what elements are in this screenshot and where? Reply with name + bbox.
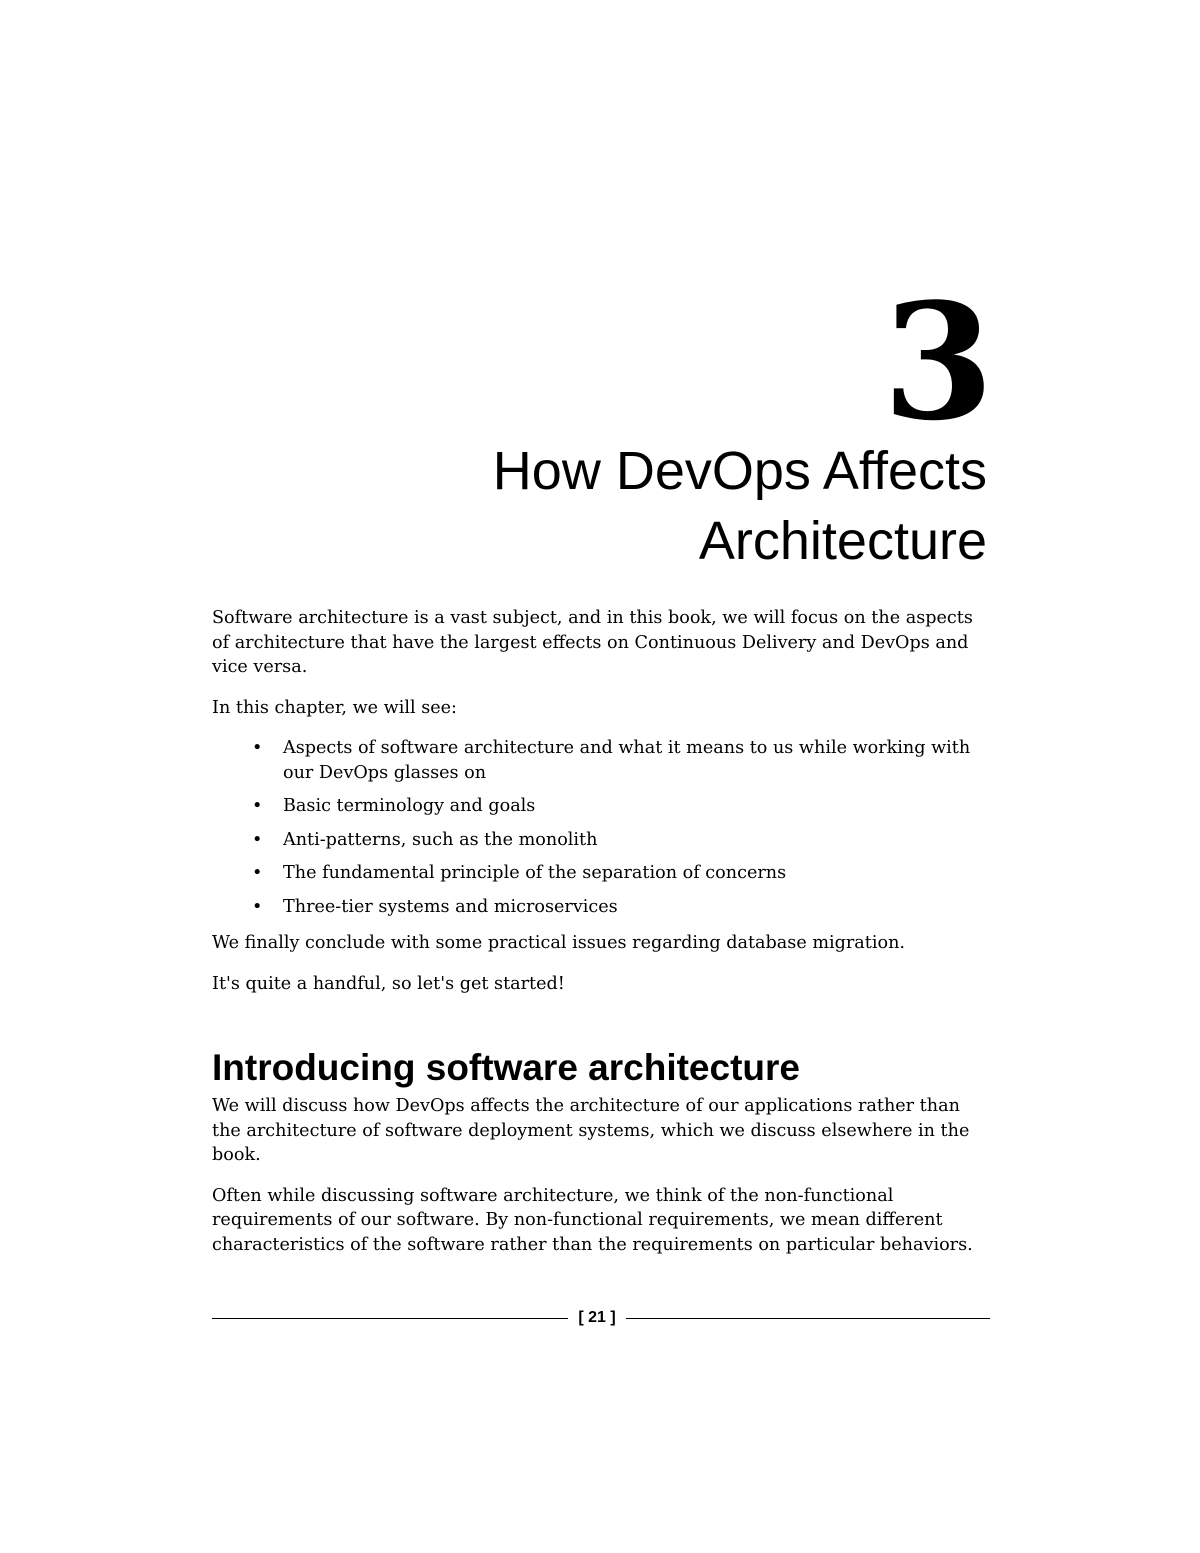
intro-paragraph: In this chapter, we will see: (212, 697, 457, 718)
chapter-title-line-1: How DevOps Affects (492, 441, 987, 501)
list-item-text: Anti-patterns, such as the monolith (283, 829, 598, 850)
page-footer (212, 1305, 990, 1331)
chapter-topics-list (212, 736, 992, 919)
list-item-text: Aspects of software architecture and what it means to us while working with our DevOps glasses on (283, 738, 971, 783)
intro-paragraph: Software architecture is a vast subject, and in this book, we will focus on the aspects of architecture that have the largest effects on Continuous Delivery and DevOps and vice versa. (212, 608, 973, 677)
bullet-icon: • (252, 796, 263, 816)
section-body (212, 1094, 992, 1273)
bullet-icon: • (252, 896, 263, 917)
footer-rule-right (626, 1318, 990, 1319)
chapter-title (287, 436, 987, 576)
list-item (212, 736, 992, 785)
list-item-text: Basic terminology and goals (283, 796, 536, 816)
section-paragraph: We will discuss how DevOps affects the architecture of our applications rather than the architecture of software deployment systems, which we discuss elsewhere in the book. (212, 1096, 970, 1165)
page-number: [ 21 ] (578, 1309, 616, 1326)
list-item (212, 794, 992, 819)
section-heading: Introducing software architecture (212, 1047, 800, 1088)
list-item (212, 828, 992, 853)
list-item-text: The fundamental principle of the separation of concerns (283, 863, 787, 883)
chapter-intro (212, 606, 992, 1012)
intro-paragraph: We finally conclude with some practical issues regarding database migration. (212, 933, 906, 953)
intro-paragraph: It's quite a handful, so let's get started! (212, 973, 565, 994)
list-item-text: Three-tier systems and microservices (283, 896, 618, 917)
list-item (212, 861, 992, 886)
list-item (212, 895, 992, 920)
bullet-icon: • (252, 863, 263, 883)
chapter-number: 3 (882, 268, 990, 456)
bullet-icon: • (252, 829, 263, 850)
chapter-title-line-2: Architecture (698, 511, 987, 571)
bullet-icon: • (252, 738, 263, 758)
section-paragraph: Often while discussing software architecture, we think of the non-functional requirements of our software. By non-functional requirements, we mean different characteristics of the software rather than the requirements on particular behaviors. (212, 1185, 973, 1255)
footer-rule-left (212, 1318, 568, 1319)
